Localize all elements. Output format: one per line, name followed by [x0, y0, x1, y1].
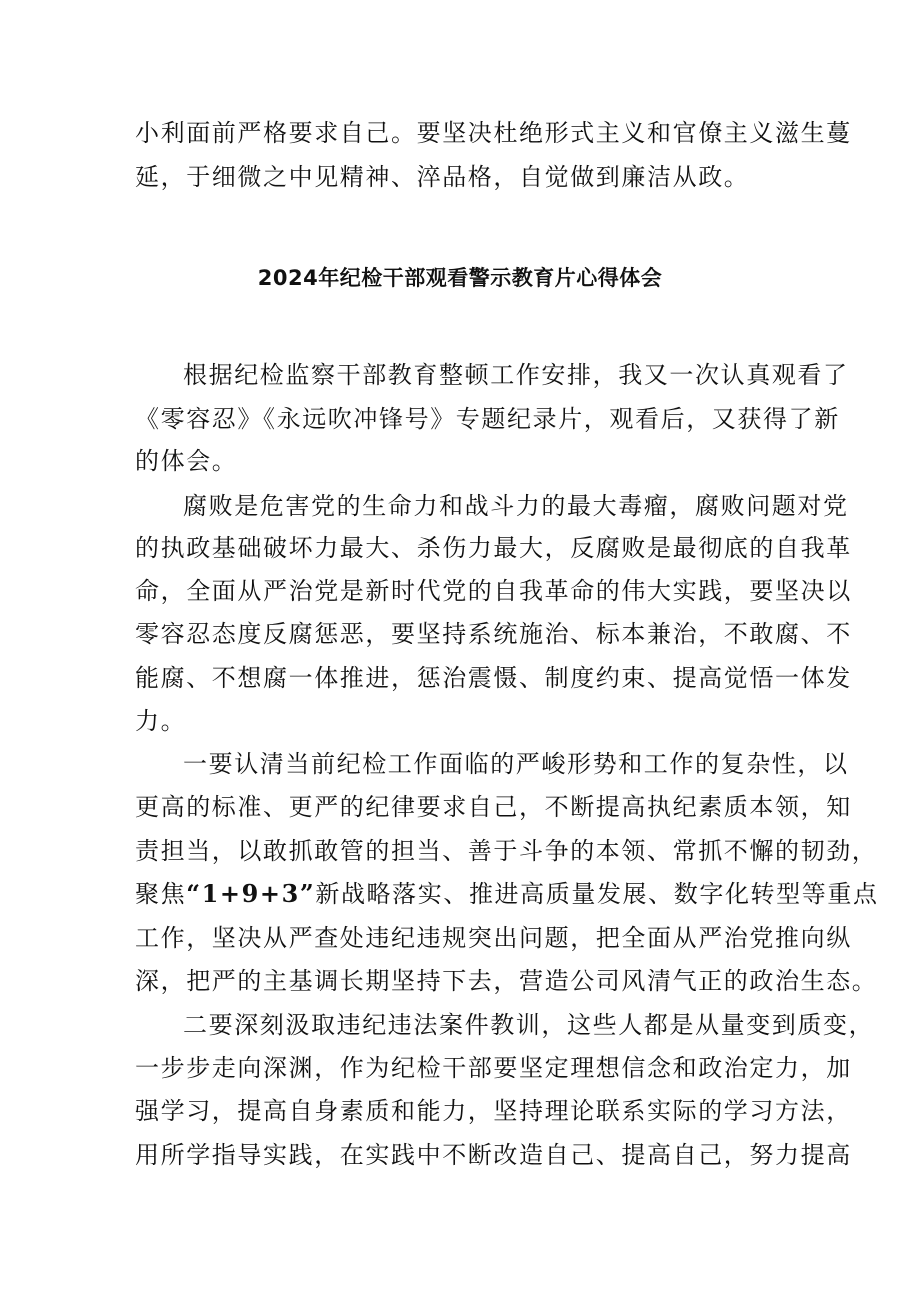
- text-line: 能腐、不想腐一体推进，惩治震慑、制度约束、提高觉悟一体发: [135, 664, 852, 692]
- document-title: 2024年纪检干部观看警示教育片心得体会: [257, 266, 663, 290]
- text-line: 力。: [135, 707, 187, 735]
- text-line: 强学习，提高自身素质和能力，坚持理论联系实际的学习方法，: [135, 1097, 852, 1125]
- text-line: 一步步走向深渊，作为纪检干部要坚定理想信念和政治定力，加: [135, 1054, 852, 1082]
- text-line: 用所学指导实践，在实践中不断改造自己、提高自己，努力提高: [135, 1141, 852, 1169]
- text-line: 零容忍态度反腐惩恶，要坚持系统施治、标本兼治，不敢腐、不: [135, 620, 852, 648]
- text-line: 《零容忍》《永远吹冲锋号》专题纪录片，观看后，又获得了新: [135, 405, 840, 433]
- text-segment: 聚焦: [135, 880, 187, 908]
- text-line: 根据纪检监察干部教育整顿工作安排，我又一次认真观看了: [183, 361, 849, 389]
- text-line: 腐败是危害党的生命力和战斗力的最大毒瘤，腐败问题对党: [183, 492, 849, 520]
- text-line: 小利面前严格要求自己。要坚决杜绝形式主义和官僚主义滋生蔓: [135, 119, 852, 147]
- text-line: [135, 879, 879, 909]
- text-line: 的体会。: [135, 447, 238, 475]
- strategy-code: “1+9+3”: [186, 879, 316, 908]
- text-line: 一要认清当前纪检工作面临的严峻形势和工作的复杂性，以: [183, 750, 849, 778]
- text-line: 延，于细微之中见精神、淬品格，自觉做到廉洁从政。: [135, 163, 750, 191]
- text-line: 命，全面从严治党是新时代党的自我革命的伟大实践，要坚决以: [135, 577, 852, 605]
- text-line: 更高的标准、更严的纪律要求自己，不断提高执纪素质本领，知: [135, 793, 852, 821]
- text-line: 责担当，以敢抓敢管的担当、善于斗争的本领、常抓不懈的韧劲，: [135, 837, 878, 865]
- text-line: 二要深刻汲取违纪违法案件教训，这些人都是从量变到质变，: [183, 1011, 875, 1039]
- text-line: 工作，坚决从严查处违纪违规突出问题，把全面从严治党推向纵: [135, 924, 852, 952]
- text-line: 深，把严的主基调长期坚持下去，营造公司风清气正的政治生态。: [135, 967, 878, 995]
- text-line: 的执政基础破坏力最大、杀伤力最大，反腐败是最彻底的自我革: [135, 534, 852, 562]
- text-segment: 新战略落实、推进高质量发展、数字化转型等重点: [315, 880, 879, 908]
